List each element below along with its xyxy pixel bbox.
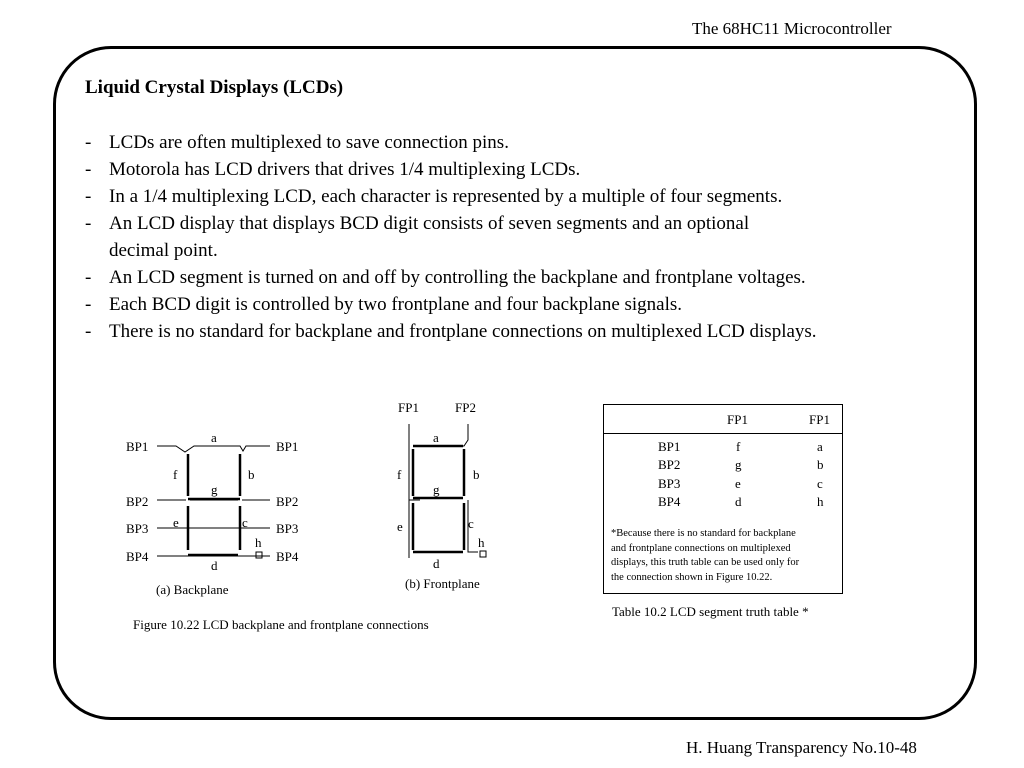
bp-right-label: BP3: [276, 521, 299, 536]
segment-label-b: b: [248, 467, 255, 482]
truth-table-cell: b: [817, 457, 824, 472]
fp-top-label: FP1: [398, 400, 419, 415]
bp-left-label: BP1: [126, 439, 149, 454]
segment-label-e: e: [397, 519, 403, 534]
truth-table-cell: a: [817, 439, 823, 454]
segment-label-d: d: [211, 558, 218, 573]
segment-label-h: h: [255, 535, 262, 550]
truth-table-cell: g: [735, 457, 742, 472]
segment-label-f: f: [173, 467, 178, 482]
truth-table-cell: h: [817, 494, 824, 509]
footer-text: H. Huang Transparency No.10-48: [686, 738, 917, 757]
frontplane-caption: (b) Frontplane: [405, 576, 480, 591]
truth-table-cell: c: [817, 476, 823, 491]
frontplane-diagram: [409, 424, 486, 558]
truth-table-cell: BP1: [658, 439, 681, 454]
truth-table-note: *Because there is no standard for backplane and frontplane connections on multiplexed displays, this truth table can be used only for the connection shown in Figure 10.22.: [611, 528, 800, 583]
truth-table-cell: BP3: [658, 476, 681, 491]
bullet-item: - There is no standard for backplane and frontplane connections on multiplexed LCD displays.: [85, 321, 817, 342]
segment-label-g: g: [433, 482, 440, 497]
bullet-item: - Each BCD digit is controlled by two frontplane and four backplane signals.: [85, 294, 683, 315]
backplane-diagram: [157, 446, 270, 558]
bp-left-label: BP2: [126, 494, 149, 509]
bp-left-label: BP3: [126, 521, 149, 536]
truth-table-header: FP1: [809, 412, 830, 427]
segment-label-g: g: [211, 482, 218, 497]
figure-caption: Figure 10.22 LCD backplane and frontplane connections: [133, 617, 429, 632]
segment-label-e: e: [173, 515, 179, 530]
truth-table-cell: e: [735, 476, 741, 491]
truth-table-cell: d: [735, 494, 742, 509]
segment-label-b: b: [473, 467, 480, 482]
bullet-item: - LCDs are often multiplexed to save connection pins.: [85, 132, 509, 153]
segment-label-d: d: [433, 556, 440, 571]
truth-table-cell: BP4: [658, 494, 681, 509]
backplane-caption: (a) Backplane: [156, 582, 229, 597]
fp-top-label: FP2: [455, 400, 476, 415]
segment-label-f: f: [397, 467, 402, 482]
truth-table-separator: [603, 433, 843, 434]
bullet-item: - An LCD display that displays BCD digit consists of seven segments and an optional decimal point.: [85, 213, 750, 261]
segment-label-c: c: [242, 515, 248, 530]
bullet-item: - Motorola has LCD drivers that drives 1/4 multiplexing LCDs.: [85, 159, 581, 180]
bullet-item: - An LCD segment is turned on and off by controlling the backplane and frontplane voltages.: [85, 267, 806, 288]
bullet-item: - In a 1/4 multiplexing LCD, each character is represented by a multiple of four segments.: [85, 186, 783, 207]
truth-table-cell: f: [736, 439, 741, 454]
slide-title: Liquid Crystal Displays (LCDs): [85, 77, 344, 98]
truth-table-header: FP1: [727, 412, 748, 427]
bp-right-label: BP2: [276, 494, 299, 509]
segment-label-c: c: [468, 516, 474, 531]
segment-label-a: a: [211, 430, 217, 445]
bp-right-label: BP4: [276, 549, 299, 564]
segment-label-h: h: [478, 535, 485, 550]
header-title: The 68HC11 Microcontroller: [692, 19, 892, 38]
table-caption: Table 10.2 LCD segment truth table *: [612, 604, 809, 619]
bp-right-label: BP1: [276, 439, 299, 454]
segment-label-a: a: [433, 430, 439, 445]
bp-left-label: BP4: [126, 549, 149, 564]
truth-table-cell: BP2: [658, 457, 681, 472]
